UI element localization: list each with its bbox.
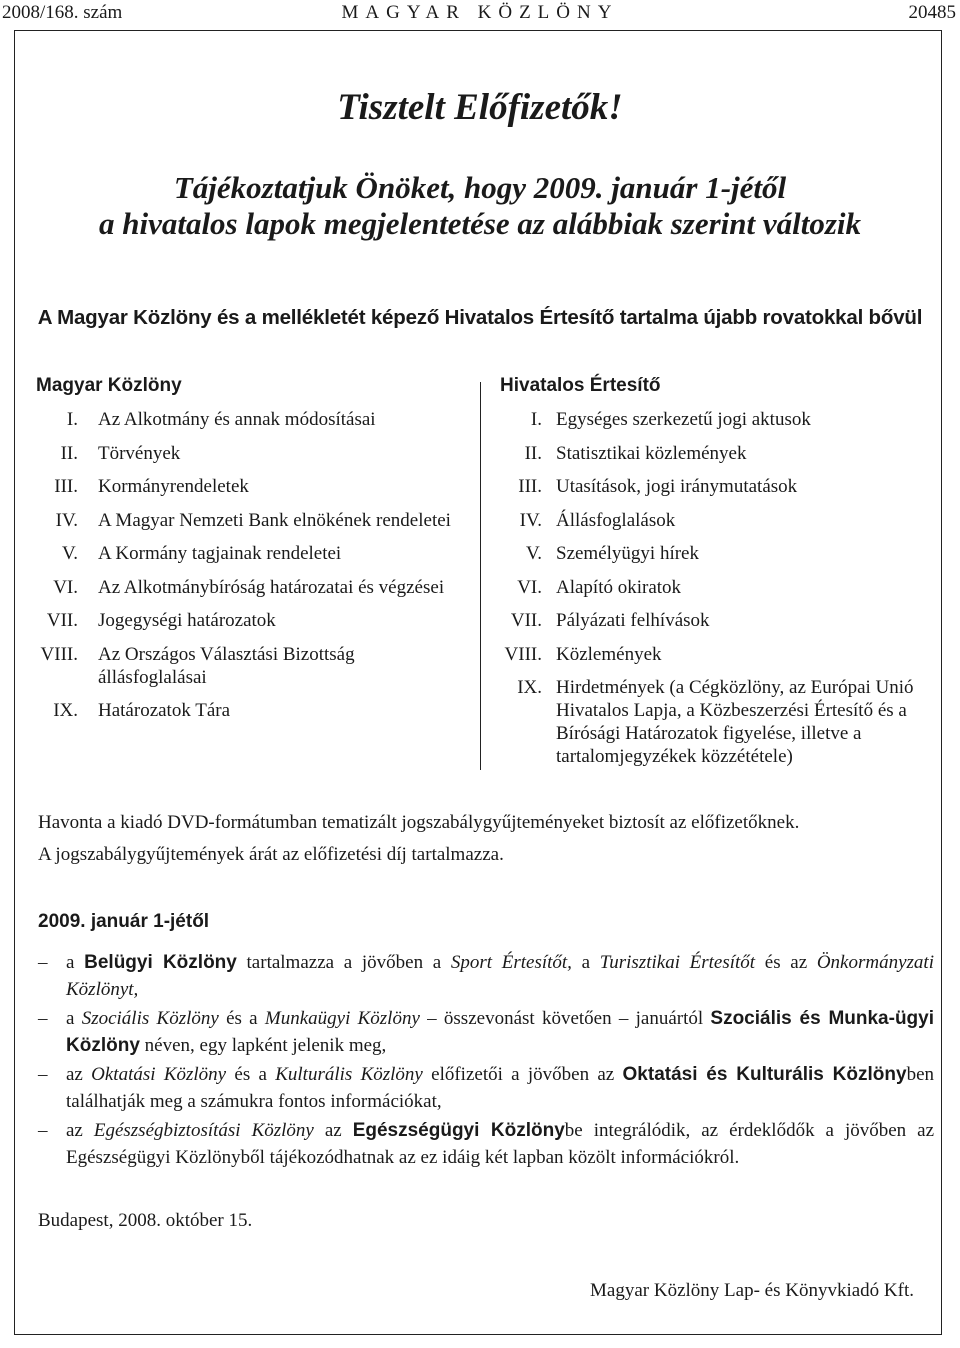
item-text: Az Alkotmány és annak módosításai (98, 409, 376, 430)
list-item (36, 542, 456, 565)
item-number: VI. (53, 576, 78, 598)
list-item (36, 509, 456, 532)
item-number: VIII. (40, 643, 78, 665)
list-item (36, 442, 456, 465)
dash-bullet: – (38, 1008, 48, 1029)
expansion-statement: A Magyar Közlöny és a mellékletét képező Hivatalos Értesítő tartalma újabb rovatokkal bővül (37, 306, 923, 329)
list-item (484, 609, 944, 632)
change-item-egeszsegugyi (38, 1117, 934, 1171)
magyar-kozlony-title: Magyar Közlöny (36, 375, 182, 396)
text-run: be integrálódik, az érdeklődők a jövőben az Egészségügyi Közlönyből tájékozódhatnak az ez idáig két lapban közölt információkról. (66, 1120, 935, 1168)
changes-title: 2009. január 1-jétől (38, 911, 210, 932)
text-run: és a (226, 1064, 276, 1085)
text-run: és az (755, 952, 817, 973)
text-run: a (66, 952, 85, 973)
item-text: Utasítások, jogi iránymutatások (556, 476, 798, 497)
magyar-kozlony-list (36, 408, 456, 733)
page-number: 20485 (908, 2, 956, 23)
item-text: Határozatok Tára (98, 700, 231, 721)
item-number: I. (66, 409, 78, 430)
list-item (484, 542, 944, 565)
list-item (36, 475, 456, 498)
publication-name: Turisztikai Értesítőt (599, 952, 756, 973)
item-number: IX. (53, 700, 78, 721)
changes-list (38, 949, 934, 1173)
text-run: ben találhatják meg a számukra fontos információkat, (66, 1064, 934, 1112)
list-item (36, 643, 456, 689)
list-item (484, 509, 944, 532)
place-and-date: Budapest, 2008. október 15. (38, 1210, 253, 1231)
hivatalos-ertesito-title: Hivatalos Értesítő (500, 375, 661, 396)
item-number: V. (525, 543, 542, 564)
publisher-signature: Magyar Közlöny Lap- és Könyvkiadó Kft. (590, 1280, 914, 1301)
issue-number: 2008/168. szám (2, 2, 123, 23)
hivatalos-ertesito-list (484, 408, 944, 779)
item-number: VIII. (504, 643, 542, 665)
item-number: III. (518, 476, 542, 497)
page-header (0, 0, 960, 28)
text-run: az (313, 1120, 353, 1141)
publication-name: Belügyi Közlöny (84, 952, 237, 973)
publication-name: Sport Értesítőt, (450, 952, 572, 973)
list-item (36, 699, 456, 722)
item-number: I. (530, 409, 542, 430)
text-run: az (66, 1064, 92, 1085)
item-text: Alapító okiratok (556, 576, 682, 598)
info-heading-line1: Tájékoztatjuk Önöket, hogy 2009. január 1-jétől (173, 170, 787, 205)
publication-name: Egészségügyi Közlöny (352, 1120, 565, 1141)
info-heading-line2: a hivatalos lapok megjelentetése az alábbiak szerint változik (98, 206, 862, 241)
item-text: A Magyar Nemzeti Bank elnökének rendeletei (98, 509, 451, 531)
item-number: VII. (510, 610, 542, 631)
publication-name: Szociális és Munka-ügyi Közlöny (66, 1008, 934, 1056)
dash-bullet: – (38, 1120, 48, 1141)
item-number: II. (60, 442, 78, 464)
list-item (36, 576, 456, 599)
item-number: IV. (519, 509, 542, 531)
publication-name: Munkaügyi Közlöny (264, 1008, 420, 1029)
item-text: Az Alkotmánybíróság határozatai és végzései (98, 576, 445, 598)
list-item (484, 408, 944, 431)
dvd-info-line1: Havonta a kiadó DVD-formátumban tematizált jogszabálygyűjteményeket biztosít az előfizetőknek. (38, 812, 800, 833)
dash-bullet: – (38, 952, 48, 973)
item-number: III. (54, 476, 78, 497)
text-run: előfizetői a jövőben az (422, 1064, 623, 1085)
list-item (484, 643, 944, 666)
publication-name: Oktatási Közlöny (91, 1064, 227, 1085)
list-item (36, 609, 456, 632)
item-text: Személyügyi hírek (556, 543, 699, 564)
list-item (484, 576, 944, 599)
change-item-oktatasi (38, 1061, 934, 1115)
item-text: Statisztikai közlemények (556, 442, 747, 464)
item-text: Közlemények (556, 643, 662, 665)
item-number: VII. (46, 610, 78, 631)
column-divider (480, 382, 481, 770)
list-item (484, 475, 944, 498)
publication-name: Szociális Közlöny (81, 1008, 219, 1029)
item-text: Jogegységi határozatok (98, 610, 276, 631)
item-text: Állásfoglalások (556, 509, 676, 531)
dash-bullet: – (38, 1064, 48, 1085)
publication-name: Kulturális Közlöny (275, 1064, 423, 1085)
text-run: a (571, 952, 600, 973)
item-text: Az Országos Választási Bizottság állásfoglalásai (98, 643, 355, 688)
text-run: a (66, 1008, 82, 1029)
item-number: IX. (517, 677, 542, 698)
publication-name: Egészségbiztosítási Közlöny (93, 1120, 314, 1141)
list-item (484, 442, 944, 465)
item-text: A Kormány tagjainak rendeletei (98, 543, 342, 564)
dvd-info-line2: A jogszabálygyűjtemények árát az előfizetési díj tartalmazza. (38, 844, 504, 865)
list-item (484, 676, 944, 768)
item-number: V. (61, 543, 78, 564)
item-number: II. (524, 442, 542, 464)
change-item-szocialis (38, 1005, 934, 1059)
text-run: néven, egy lapként jelenik meg, (139, 1035, 387, 1056)
item-text: Kormányrendeletek (98, 476, 249, 497)
text-run: tartalmazza a jövőben a (236, 952, 451, 973)
greeting-heading: Tisztelt Előfizetők! (337, 87, 623, 128)
item-text: Pályázati felhívások (556, 610, 710, 631)
text-run: – összevonást követően – januártól (419, 1008, 711, 1029)
text-run: és a (218, 1008, 265, 1029)
item-text: Hirdetmények (a Cégközlöny, az Európai Unió Hivatalos Lapja, a Közbeszerzési Értesítő és a Bírósági Határozatok figyelése, illetve a tartalomjegyzékek közzététele) (556, 677, 914, 767)
publication-name: Önkormányzati Közlönyt, (66, 952, 934, 1000)
journal-title: MAGYAR KÖZLÖNY (341, 2, 619, 23)
text-run: az (66, 1120, 94, 1141)
item-number: IV. (55, 509, 78, 531)
item-text: Egységes szerkezetű jogi aktusok (556, 409, 811, 430)
list-item (36, 408, 456, 431)
change-item-belugyi (38, 949, 934, 1003)
item-number: VI. (517, 576, 542, 598)
publication-name: Oktatási és Kulturális Közlöny (622, 1064, 907, 1085)
item-text: Törvények (98, 442, 181, 464)
